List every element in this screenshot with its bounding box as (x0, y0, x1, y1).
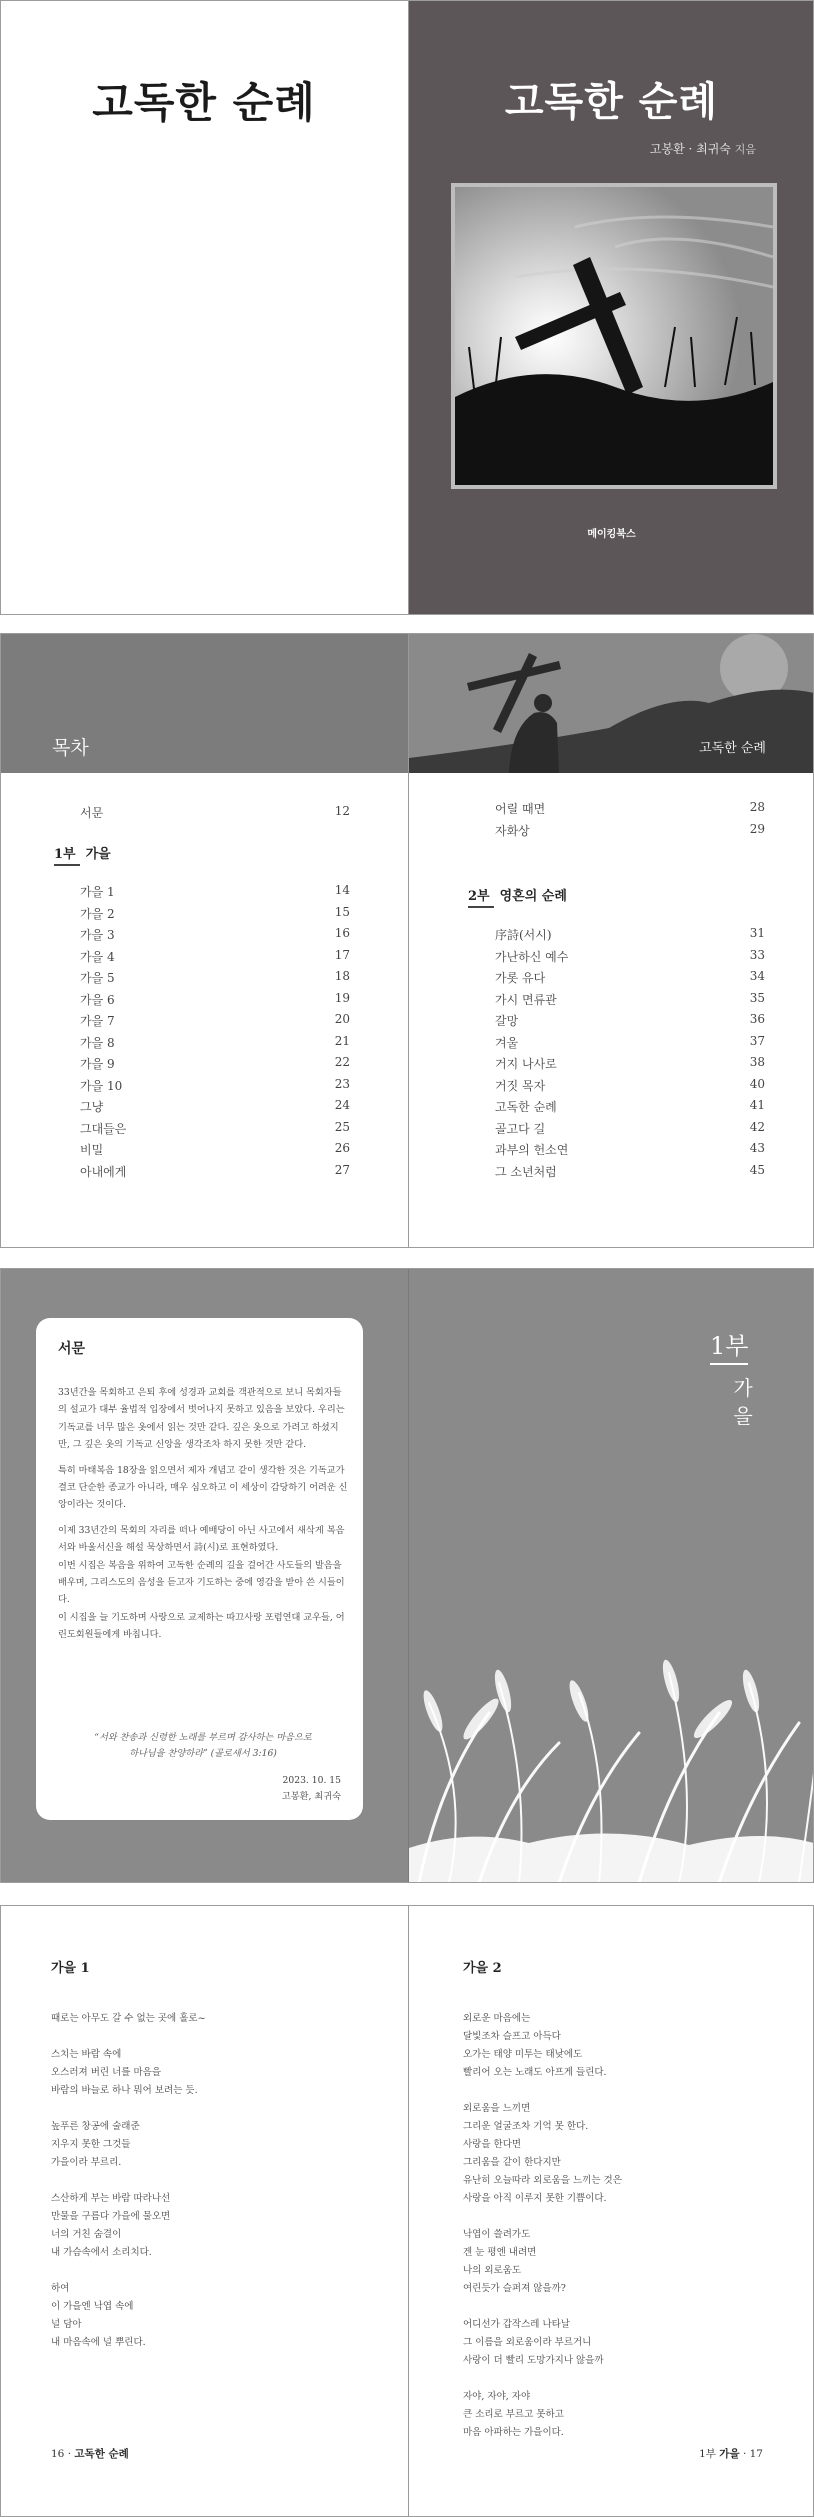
toc-entry[interactable] (80, 926, 350, 946)
poem-line: 너의 거친 숨결이 (51, 2229, 122, 2240)
toc-entry-page: 40 (749, 1076, 765, 1091)
poem-title-right: 가을 2 (463, 1961, 502, 1976)
toc-entry-page: 14 (334, 883, 350, 897)
toc-entry-label: 序詩(서시) (495, 928, 552, 942)
toc-entry-page: 42 (749, 1119, 765, 1134)
footer-separator: · (67, 2448, 72, 2460)
toc-entry-page: 18 (334, 969, 350, 983)
poem-line: 여린듯가 슬퍼져 않을까? (463, 2283, 566, 2294)
preface-date: 2023. 10. 15 (282, 1775, 341, 1786)
preface-signoff (282, 1773, 341, 1805)
toc-header-left (0, 633, 408, 773)
poem-line: 큰 소리로 부르고 못하고 (463, 2409, 564, 2420)
toc-entry-page: 15 (334, 904, 350, 919)
preface-paragraph: 특히 마태복음 18장을 읽으면서 제자 개념고 같이 생각한 것은 기독교가 결코 단순한 종교가 아니라, 매우 심오하고 이 세상이 감당하기 어려운 신앙이라는 것이다. (58, 1464, 348, 1511)
poem-line: 스치는 바람 속에 (51, 2049, 122, 2060)
toc-entry-page: 31 (749, 926, 765, 940)
poem-line: 하여 (51, 2283, 70, 2294)
toc-entry-label: 가을 10 (80, 1078, 123, 1093)
toc-entry-label: 서문 (80, 806, 104, 820)
toc-entry[interactable] (495, 948, 765, 968)
toc-entry[interactable] (495, 822, 765, 842)
poem-line: 외로운 마음에는 (463, 2013, 531, 2024)
toc-part2-heading (468, 885, 567, 908)
toc-entry-page: 17 (334, 947, 350, 962)
poem-stanza (51, 2280, 351, 2352)
toc-entry-label: 그냥 (80, 1100, 104, 1114)
toc-entry-label: 비밀 (80, 1143, 104, 1157)
spread-title-cover (0, 0, 814, 615)
poem-stanza (51, 2118, 351, 2172)
spread-preface (0, 1268, 814, 1883)
toc-book-title: 고독한 순례 (699, 741, 766, 756)
toc-entry[interactable] (80, 905, 350, 925)
page-number: 17 (749, 2448, 763, 2460)
running-title: 가을 (719, 2448, 740, 2460)
poem-line: 외로움을 느끼면 (463, 2103, 531, 2114)
toc-entry-page: 29 (749, 822, 765, 836)
toc-entry-page: 22 (334, 1055, 350, 1069)
poem-line: 어디선가 갑작스레 나타날 (463, 2319, 570, 2330)
toc-entry-page: 34 (749, 969, 765, 983)
front-cover (409, 0, 814, 615)
toc-entry[interactable] (495, 926, 765, 946)
toc-entry-label: 가롯 유다 (495, 971, 546, 985)
half-title: 고독한 순례 (92, 78, 316, 127)
toc-entry[interactable] (495, 1055, 765, 1075)
poem-line: 사랑을 아직 이루지 못한 기쁨이다. (463, 2193, 607, 2204)
part-number: 2부 (468, 885, 494, 908)
page-footer-right (699, 2446, 763, 2461)
part-name-char: 가 (733, 1376, 753, 1400)
preface-paragraph: 33년간을 목회하고 은퇴 후에 성경과 교회를 객관적으로 보니 목회자들의 설교가 대부 율법적 입장에서 벗어나지 못하고 있음을 보았다. 우리는 기독교를 너무 많은 옷에서 읽는 것만 같다. 깊은 옷으로 가려고 하셨지만, 그 깊은 옷의 기독교 신앙을 생각조차 하지 못한 것만 같다. (58, 1387, 345, 1451)
spine-divider (408, 1268, 409, 1883)
toc-entry-label: 자화상 (495, 824, 530, 838)
pampas-grass-illustration (409, 1623, 814, 1883)
toc-entry[interactable] (80, 1098, 350, 1118)
part-name-char: 을 (733, 1404, 753, 1428)
toc-entry-page: 43 (749, 1141, 765, 1155)
poem-line: 바람의 바늘로 하나 뭐어 보려는 듯. (51, 2085, 198, 2096)
poem-line: 널 담아 (51, 2319, 82, 2330)
toc-entry[interactable] (495, 800, 765, 820)
toc-entry[interactable] (495, 969, 765, 989)
toc-entry[interactable] (80, 991, 350, 1011)
toc-entry[interactable] (495, 991, 765, 1011)
toc-entry-page: 16 (334, 926, 350, 940)
toc-entry-preface[interactable] (80, 804, 350, 824)
toc-entry-page: 12 (334, 804, 350, 818)
toc-entry-page: 41 (749, 1098, 765, 1112)
poem-line: 그리움을 같이 한다지만 (463, 2157, 561, 2168)
toc-entry-page: 27 (334, 1162, 350, 1177)
part-name: 가을 (85, 847, 111, 862)
cover-title: 고독한 순례 (504, 79, 719, 125)
toc-entry[interactable] (80, 1163, 350, 1183)
poem-line: 그 이름을 외로움이라 부르거니 (463, 2337, 592, 2348)
part-divider-name (733, 1374, 753, 1430)
poem-stanza (51, 2010, 351, 2028)
poem-line: 이 가을엔 낙엽 속에 (51, 2301, 134, 2312)
poem-body-left (51, 2010, 351, 2370)
toc-entry-page: 23 (334, 1076, 350, 1091)
poem-line: 높푸른 창공에 술래준 (51, 2121, 140, 2132)
toc-entry-page: 19 (334, 990, 350, 1005)
toc-entry-label: 가을 6 (80, 992, 115, 1007)
poem-stanza (463, 2226, 763, 2298)
preface-title: 서문 (58, 1341, 86, 1357)
quote-line: 하나님을 찬양하라” (골로새서 3:16) (129, 1748, 277, 1759)
poem-stanza (51, 2046, 351, 2100)
toc-entry[interactable] (80, 1077, 350, 1097)
toc-entry[interactable] (495, 1098, 765, 1118)
toc-entry-page: 24 (334, 1098, 350, 1112)
toc-entry-page: 36 (749, 1012, 765, 1026)
spine-divider (408, 633, 409, 1248)
toc-title: 목차 (52, 737, 89, 759)
toc-entry-label: 가난하신 예수 (495, 949, 569, 964)
page-number: 16 (51, 2448, 65, 2460)
author-suffix: 지음 (734, 143, 756, 156)
cover-author (650, 140, 756, 157)
part-divider-number: 1부 (710, 1326, 748, 1365)
preface-signature: 고봉환, 최귀숙 (281, 1791, 341, 1802)
toc-entry-label: 과부의 헌소연 (495, 1143, 569, 1157)
toc-entry-page: 20 (334, 1012, 350, 1026)
toc-entry[interactable] (80, 948, 350, 968)
toc-entry-label: 가을 5 (80, 971, 115, 985)
toc-entry[interactable] (495, 1012, 765, 1032)
poem-line: 그리운 얼굴조차 기억 못 한다. (463, 2121, 589, 2132)
poem-line: 달빛조차 슬프고 아득다 (463, 2031, 561, 2042)
toc-entry[interactable] (495, 1077, 765, 1097)
spread-poems (0, 1905, 814, 2517)
poem-body-right (463, 2010, 763, 2460)
toc-entry[interactable] (495, 1120, 765, 1140)
toc-entry-page: 28 (749, 800, 765, 814)
poem-stanza (463, 2388, 763, 2442)
part-name: 영혼의 순례 (499, 889, 567, 904)
preface-paragraph: 이번 시집은 복음을 위하여 고독한 순례의 길을 걸어간 사도들의 발음을 배우며, 그리스도의 음성을 듣고자 기도하는 중에 영감을 받아 쓴 시들이다. (58, 1559, 345, 1606)
toc-entry-label: 가을 4 (80, 949, 115, 964)
publisher-name: 메이킹북스 (587, 529, 636, 540)
toc-entry-label: 거지 나사로 (495, 1057, 557, 1071)
toc-entry-page: 33 (749, 947, 765, 962)
toc-part1-heading (54, 843, 111, 866)
toc-entry[interactable] (495, 1141, 765, 1161)
toc-entry-label: 가을 3 (80, 928, 115, 942)
preface-card (36, 1318, 363, 1820)
toc-entry-label: 그 소년처럼 (495, 1164, 557, 1179)
spread-table-of-contents (0, 633, 814, 1248)
toc-header-right (409, 633, 814, 773)
poem-line: 빨리어 오는 노래도 아프게 들린다. (463, 2067, 607, 2078)
poem-line: 낙엽이 쓸려가도 (463, 2229, 531, 2240)
page-footer-left (51, 2446, 129, 2461)
toc-entry-label: 아내에게 (80, 1164, 127, 1179)
quote-line: “서와 찬송과 신령한 노래를 부르며 감사하는 마음으로 (94, 1732, 312, 1743)
poem-line: 마음 아파하는 가을이다. (463, 2427, 564, 2438)
toc-entry-label: 고독한 순례 (495, 1100, 557, 1114)
toc-entry-page: 21 (334, 1033, 350, 1048)
toc-entry[interactable] (80, 883, 350, 903)
poem-stanza (463, 2010, 763, 2082)
toc-entry[interactable] (80, 1120, 350, 1140)
poem-line: 내 가슴속에서 소리치다. (51, 2247, 152, 2258)
toc-entry-page: 37 (749, 1033, 765, 1048)
author-names: 고봉환 · 최귀숙 (649, 142, 731, 156)
poem-line: 때로는 아무도 갈 수 없는 곳에 홀로~ (51, 2013, 206, 2024)
poem-line: 내 마음속에 널 뿌린다. (51, 2337, 146, 2348)
toc-entry-label: 그대들은 (80, 1121, 127, 1136)
poem-line: 만물을 구름다 가을에 물오면 (51, 2211, 171, 2222)
preface-quote (58, 1730, 348, 1762)
toc-entry-label: 골고다 길 (495, 1121, 546, 1136)
part-number: 1부 (54, 843, 80, 866)
preface-paragraph: 이 시집을 늘 기도하며 사랑으로 교제하는 따끄사랑 포럼연대 교우들, 어린도회원들에게 바칩니다. (58, 1611, 345, 1641)
toc-entry-page: 26 (334, 1141, 350, 1155)
poem-line: 나의 외로움도 (463, 2265, 522, 2276)
toc-entry-label: 갈망 (495, 1014, 519, 1028)
cross-silhouette-image (455, 187, 773, 485)
toc-entry-page: 38 (749, 1055, 765, 1069)
toc-entry-label: 거짓 목자 (495, 1078, 546, 1093)
poem-line: 자야, 자야, 자야 (463, 2391, 531, 2402)
poem-stanza (51, 2190, 351, 2262)
toc-entry[interactable] (80, 1012, 350, 1032)
toc-entry-page: 35 (749, 990, 765, 1005)
poem-line: 가을이라 부르리. (51, 2157, 122, 2168)
poem-stanza (463, 2100, 763, 2208)
poem-line: 지우지 못한 그것들 (51, 2139, 131, 2150)
toc-entry[interactable] (80, 1141, 350, 1161)
poem-line: 사랑이 더 빨리 도망가지나 않을까 (463, 2355, 604, 2366)
running-title: 고독한 순례 (74, 2448, 129, 2460)
poem-line: 겐 눈 평엔 내려면 (463, 2247, 537, 2258)
spine-divider (408, 0, 409, 615)
toc-entry-label: 어릴 때면 (495, 802, 546, 816)
toc-entry-label: 가을 1 (80, 885, 115, 899)
poem-stanza (463, 2316, 763, 2370)
spine-divider (408, 1905, 409, 2517)
poem-line: 사랑을 한다면 (463, 2139, 522, 2150)
toc-entry-label: 가을 8 (80, 1035, 115, 1050)
toc-entry[interactable] (495, 1034, 765, 1054)
toc-entry[interactable] (80, 1055, 350, 1075)
toc-entry-label: 가을 9 (80, 1057, 115, 1071)
toc-entry-label: 가을 7 (80, 1014, 115, 1028)
poem-title-left: 가을 1 (51, 1961, 90, 1976)
toc-entry[interactable] (80, 969, 350, 989)
footer-part: 1부 (699, 2448, 716, 2460)
poem-line: 오스러져 버린 너를 마음을 (51, 2067, 162, 2078)
poem-line: 스산하게 부는 바람 따라나선 (51, 2193, 171, 2204)
toc-entry[interactable] (495, 1163, 765, 1183)
toc-entry-label: 가을 2 (80, 906, 115, 921)
footer-separator: · (742, 2448, 747, 2460)
poem-line: 유난히 오늘따라 외로움을 느끼는 것은 (463, 2175, 622, 2186)
toc-entry-page: 25 (334, 1119, 350, 1134)
cover-photo-cross (451, 183, 777, 489)
toc-entry[interactable] (80, 1034, 350, 1054)
toc-entry-page: 45 (749, 1162, 765, 1177)
preface-paragraph: 이제 33년간의 목회의 자리를 떠나 예배당이 아닌 사고에서 새삭게 복음서와 바울서신을 해설 묵상하면서 詩(시)로 표현하였다. (58, 1524, 345, 1554)
poem-line: 오가는 태양 미투는 태낮에도 (463, 2049, 583, 2060)
toc-entry-label: 가시 면류관 (495, 992, 557, 1007)
toc-entry-label: 겨울 (495, 1035, 519, 1050)
preface-body (58, 1384, 348, 1644)
